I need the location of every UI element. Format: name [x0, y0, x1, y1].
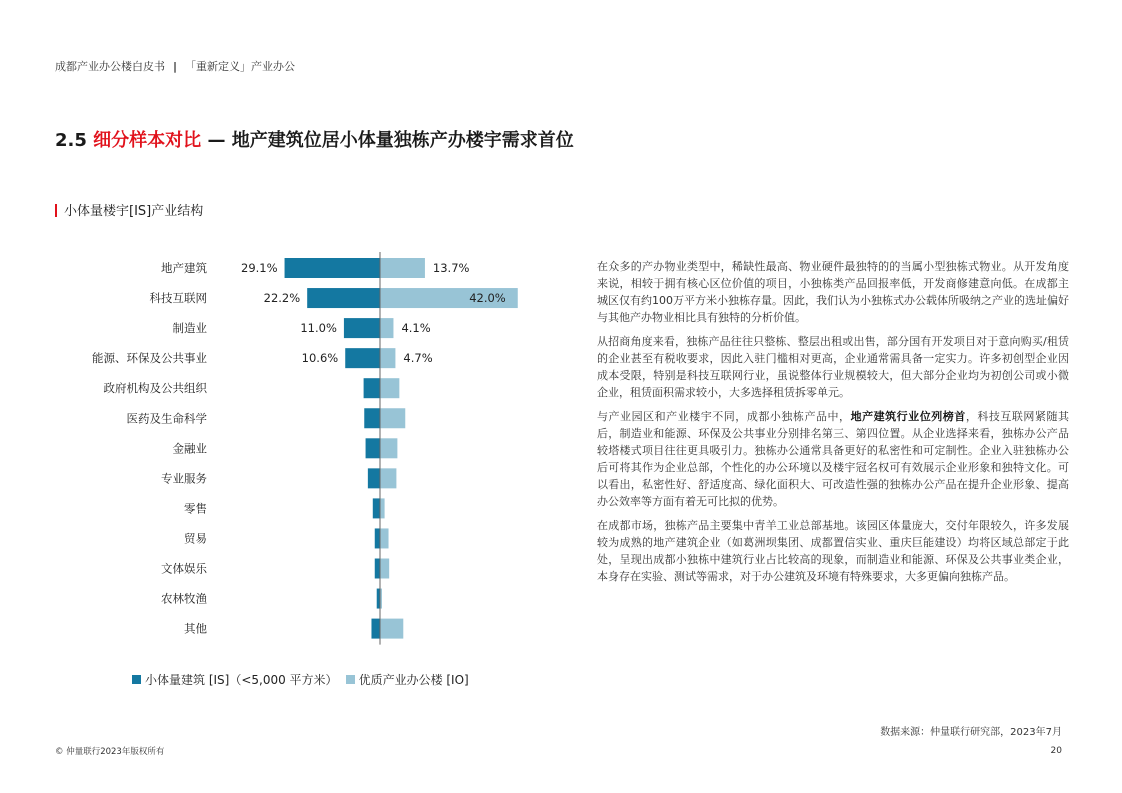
bar-is-医药及生命科学 [364, 408, 380, 428]
paragraph-4: 在成都市场，独栋产品主要集中青羊工业总部基地。该园区体量庞大，交付年限较久，许多发展较为成熟的地产建筑企业（如葛洲坝集团、成都置信实业、重庆巨能建设）均将区域总部定于此处，呈现出成都小独栋中建筑行业占比较高的现象，而制造业和能源、环保及公共事业类企业，本身存在实验、测试等需求，对于办公建筑及环境有特殊要求，大多更偏向独栋产品。 [597, 519, 1069, 583]
bar-is-能源-环保及公共事业 [345, 348, 380, 368]
paragraph-1: 在众多的产办物业类型中，稀缺性最高、物业硬件最独特的的当属小型独栋式物业。从开发角度来说，相较于拥有核心区位价值的项目，小独栋类产品回报率低，开发商修建意向低。在成都主城区仅有约100万平方米小独栋存量。因此，我们认为小独栋式办公载体所吸纳之产业的选址偏好与其他产办物业相比具有独特的分析价值。 [597, 260, 1069, 324]
category-label: 零售 [184, 501, 207, 516]
data-label-io: 13.7% [432, 261, 470, 275]
legend-swatch-is [132, 675, 141, 684]
bar-io-专业服务 [380, 468, 396, 488]
bar-io-贸易 [380, 528, 389, 548]
data-label-is: 10.6% [301, 351, 339, 366]
category-label: 能源、环保及公共事业 [92, 351, 207, 366]
data-label-io: 4.7% [403, 351, 433, 366]
bar-is-政府机构及公共组织 [364, 378, 380, 398]
analysis-text [597, 258, 1069, 592]
category-label: 文体娱乐 [161, 561, 207, 576]
category-label: 金融业 [172, 441, 207, 456]
paragraph-3 [597, 408, 1069, 510]
bar-io-金融业 [380, 438, 397, 458]
bar-is-专业服务 [368, 468, 380, 488]
bar-is-金融业 [366, 438, 380, 458]
copyright: © 仲量联行2023年版权所有 [55, 747, 165, 757]
paragraph-3-part-b: ，科技互联网紧随其后，制造业和能源、环保及公共事业分别排名第三、第四位置。从企业选择来看，独栋办公产品较塔楼式项目往往更具吸引力。独栋办公通常具备更好的私密性和可定制性。企业入驻独栋办公后可将其作为企业总部，个性化的办公环境以及楼宇冠名权可有效展示企业形象和独特文化。可以看出，私密性好、舒适度高、绿化面积大、可改造性强的独栋办公产品在提升企业形象、提高办公效率等方面有着无可比拟的优势。 [597, 410, 1070, 508]
section-highlight: 细分样本对比 [93, 130, 202, 151]
report-title: 成都产业办公楼白皮书 [55, 60, 165, 73]
category-label: 制造业 [172, 321, 207, 336]
data-label-io: 42.0% [469, 291, 506, 306]
data-source: 数据来源：仲量联行研究部，2023年7月 [880, 727, 1062, 738]
data-label-is: 11.0% [300, 321, 337, 336]
legend-label-is: 小体量建筑 [IS]（<5,000 平方米） [145, 673, 338, 687]
bar-io-医药及生命科学 [380, 408, 405, 428]
section-heading: 地产建筑位居小体量独栋产办楼宇需求首位 [231, 130, 574, 151]
chart-legend [132, 671, 477, 688]
legend-label-io: 优质产业办公楼 [IO] [358, 673, 469, 687]
category-label: 其他 [184, 621, 207, 636]
section-number: 2.5 [55, 130, 87, 151]
legend-swatch-io [346, 675, 355, 684]
bar-io-地产建筑 [380, 258, 425, 278]
header-separator: | [173, 60, 178, 73]
bar-io-其他 [380, 619, 403, 639]
category-label: 农林牧渔 [161, 591, 207, 606]
category-label: 科技互联网 [149, 291, 207, 306]
bar-is-文体娱乐 [375, 559, 380, 579]
category-label: 政府机构及公共组织 [103, 381, 207, 396]
paragraph-3-part-a: 与产业园区和产业楼宇不同，成都小独栋产品中， [597, 410, 851, 423]
bar-io-文体娱乐 [380, 559, 389, 579]
bar-io-政府机构及公共组织 [380, 378, 399, 398]
bar-io-零售 [380, 498, 385, 518]
bar-is-制造业 [344, 318, 380, 338]
category-label: 医药及生命科学 [126, 411, 207, 426]
diverging-bar-chart [0, 0, 590, 665]
legend-item-is [132, 671, 338, 688]
data-label-is: 22.2% [263, 291, 301, 306]
bar-is-贸易 [375, 528, 380, 548]
report-subtitle: 「重新定义」产业办公 [185, 60, 296, 73]
bar-is-科技互联网 [307, 288, 380, 308]
page-number: 20 [1050, 746, 1062, 756]
legend-item-io [346, 671, 469, 688]
bar-is-地产建筑 [285, 258, 380, 278]
chart-title-text: 小体量楼宇[IS]产业结构 [64, 204, 204, 219]
bar-io-能源-环保及公共事业 [380, 348, 395, 368]
bar-is-其他 [371, 619, 380, 639]
category-label: 地产建筑 [161, 261, 207, 275]
category-label: 贸易 [184, 531, 207, 546]
category-label: 专业服务 [161, 471, 207, 486]
bar-io-制造业 [380, 318, 393, 338]
data-label-is: 29.1% [241, 261, 278, 275]
data-label-io: 4.1% [401, 321, 431, 336]
paragraph-3-emphasis: 地产建筑行业位列榜首 [850, 410, 966, 423]
paragraph-2: 从招商角度来看，独栋产品往往只整栋、整层出租或出售，部分国有开发项目对于意向购买/租赁的企业甚至有税收要求，因此入驻门槛相对更高，企业通常需具备一定实力。许多初创型企业因成本受限，特别是科技互联网行业，虽说整体行业规模较大，但大部分企业均为初创公司或小微企业，租赁面积需求较小，大多选择租赁拆零单元。 [597, 335, 1069, 399]
section-dash: — [207, 130, 226, 151]
bar-is-零售 [373, 498, 380, 518]
